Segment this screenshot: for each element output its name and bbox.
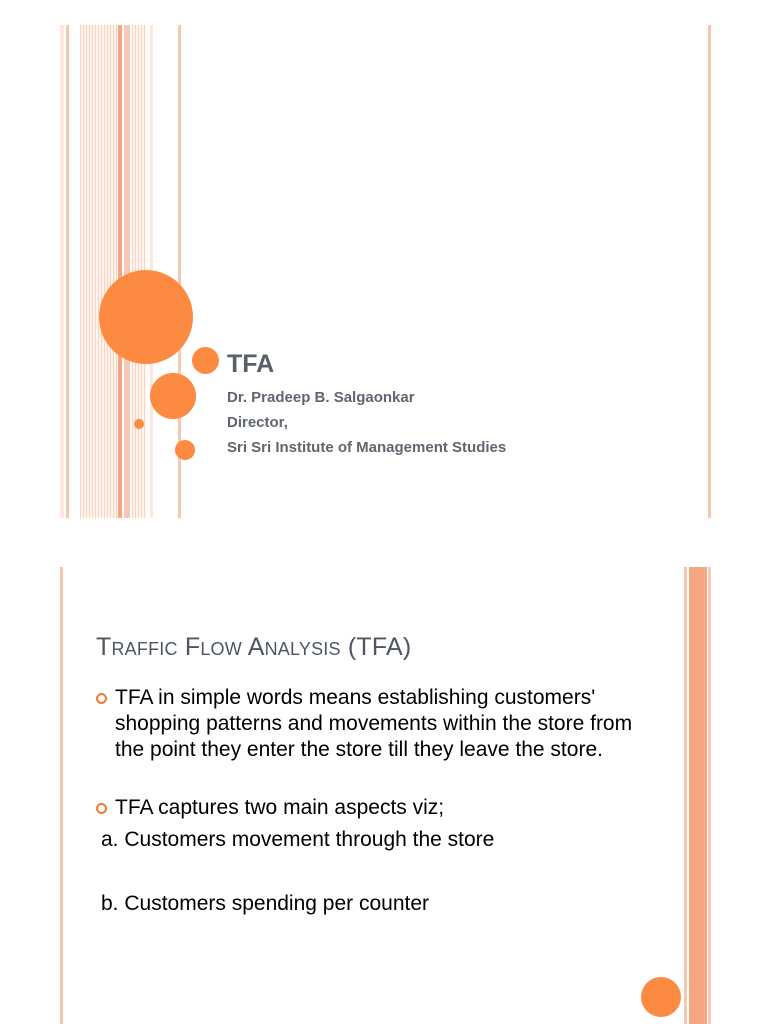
title-slide [0,25,768,518]
decor-circle-large [99,270,193,364]
decor-stripe [708,567,711,1024]
content-slide [0,567,768,1024]
sub-item: a. Customers movement through the store [101,828,495,851]
bullet-circle-icon [96,803,107,814]
decor-stripe [80,25,118,518]
author-institution: Sri Sri Institute of Management Studies [227,439,507,456]
slide-title: TFA [227,350,275,378]
bullet-item: TFA captures two main aspects viz; [96,795,636,821]
decor-stripe [684,567,687,1024]
decor-stripe [66,25,69,518]
decor-circle-small [175,440,195,460]
decor-circle [641,977,681,1017]
bullet-item: TFA in simple words means establishing customers' shopping patterns and movements within the store from the point they enter the store till they leave the store. [96,685,636,763]
decor-circle-medium [150,373,196,419]
bullet-circle-icon [96,693,107,704]
author-name: Dr. Pradeep B. Salgaonkar [227,389,415,406]
decor-stripe [118,25,122,518]
decor-circle-tiny [134,419,144,429]
decor-stripe [708,25,711,518]
decor-stripe [124,25,130,518]
decor-stripe [689,567,707,1024]
decor-stripe [60,25,64,518]
decor-stripe [60,567,63,1024]
author-role: Director, [227,414,288,431]
sub-item: b. Customers spending per counter [101,892,430,915]
slide-title: TRAFFIC FLOW ANALYSIS (TFA) [96,633,412,661]
decor-circle-small [192,347,219,374]
